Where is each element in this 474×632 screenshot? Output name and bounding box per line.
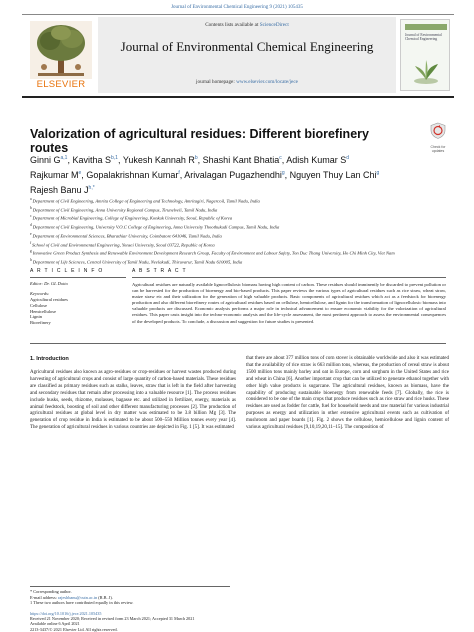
abstract-column (132, 268, 446, 325)
affiliation-item (30, 213, 450, 222)
elsevier-tree-icon (30, 21, 92, 79)
affiliation-text: Department of Environmental Sciences, Bharathiar University, Coimbatore 641046, Tamil Nadu, India (32, 233, 222, 239)
author-affiliation-marker[interactable]: d (346, 155, 350, 161)
affiliation-item (30, 248, 450, 257)
author-line-1: Ginni G$^{a,1}$, Kavitha S$^{b,1}$, Yukesh Kannah $R^b$, Shashi Kant Bhatia$^c$, Adish Kumar $S^d$ (30, 155, 350, 165)
keywords-list (30, 297, 126, 326)
affiliation-item (30, 257, 450, 266)
cover-bar (405, 24, 447, 30)
article-title: Valorization of agricultural residues: Different biorefinery routes (30, 127, 369, 155)
cover-title: Journal of Environmental Chemical Engineering (405, 33, 442, 42)
abstract-text: Agricultural residues are naturally available lignocellulosic biomass having high content of carbon. These residues should imminently be discarded to prevent pollution or can be harvested for the production of bioenergy and bio-based products. This paper reviews the various types of agricultural residues such as rice straw, wheat straw, maize straw etc and their utilization for the generation of high valuable products. Basic components of agricultural residues which act as a feedstock for bioenergy production and also different biorefinery routes of agricultural residues based on cellulose, hemicellulose, and lignin for the transformation of lignocellulosic biomass into valuable products are discussed. Economic analysis performs a major role in technical advancement to ensure economic viability for the valorization of agricultural residues. This paper casts insight into the techno-economic analysis and the life-cycle assessment, the most pertinent approach to assess the environmental consequences of the developed products. To conclude, a discussion and suggestion for future studies is presented. (132, 282, 446, 324)
affiliation-text: Department of Life Sciences, Central University of Tamil Nadu, Neelakudi, Thiruvarur, Tamil Nadu 610005, India (32, 259, 243, 265)
affiliation-marker: c (30, 214, 33, 219)
affiliation-item (30, 231, 450, 240)
affiliation-marker: f (30, 240, 33, 245)
check-updates-icon (430, 122, 446, 139)
contents-prefix: Contents lists available at (205, 22, 259, 28)
elsevier-tree-logo (30, 21, 92, 79)
available-online: Available online 6 April 2021 (30, 621, 80, 627)
author-line-3 (30, 182, 440, 197)
footnotes (30, 586, 230, 606)
affiliation-text: Department of Microbial Engineering, College of Engineering, Konkuk University, Seoul, Republic of Korea (32, 216, 233, 221)
affiliations (30, 196, 450, 266)
journal-banner (98, 17, 396, 93)
affiliation-item (30, 205, 450, 214)
keyword[interactable]: Cellulose (30, 302, 47, 308)
author-line-2: Rajkumar Me, Gopalakrishnan Kumar$^f$, Arivalagan Pugazhendhi$^g$, Nguyen Thuy Lan Chi$^g$ (30, 170, 380, 180)
publication-info (30, 611, 290, 632)
affiliation-marker: b (30, 205, 33, 210)
keyword[interactable]: Lignin (30, 314, 42, 320)
affiliation-marker: h (30, 258, 33, 263)
keywords-heading: Keywords: (30, 291, 50, 296)
author-name[interactable]: Rajesh Banu J (30, 185, 89, 195)
affiliation-text: School of Civil and Environmental Engineering, Yonsei University, Seoul 03722, Republic of Korea (32, 242, 215, 248)
sciencedirect-link[interactable]: ScienceDirect (259, 22, 289, 28)
email-label: E-mail address: (30, 594, 57, 600)
abstract-divider (30, 343, 446, 344)
cover-plant-icon (409, 58, 443, 84)
email-suffix: (R.B. J). (98, 594, 113, 600)
corresponding-author-note: * Corresponding author. (30, 589, 72, 594)
affiliation-text: Department of Civil Engineering, University V.O.C College of Engineering, Anna University Thoothukudi Campus, Tamil Nadu, India (32, 224, 280, 230)
article-info-column (30, 268, 126, 326)
body-text-right: that there are about 377 million tons of corn stover is obtainable worldwide and also it was estimated that the availability of rice straw is 663 million tons, whereas, the production of cereal straw is about 1500 million tons mainly barley and oat in Europe, corn and sorghum in the United States and rice and wheat in China [6]. Another important crop that can be utilized to generate ethanol together with other high value products is sugarcane. The agricultural residues, known as biomass, have the capability of producing sustainable bioenergy from renewable feeds [7]. Globally, the rice is considered to be one of the main crops that produce residues such as rice straw and rice husks. These residues are used as fodder for cattle, fuel for household needs and raw material for various industrial purposes as energy and utilization in other extensive agricultural events such as cultivation of mushroom and paper boards [1]. Fig. 2 shows the cellulose, hemicellulose and lignin content of various agricultural residues [9,10,19,20,11–15]. The composition of (246, 356, 449, 431)
author-affiliation-marker[interactable]: g (376, 170, 380, 176)
body-left-column (30, 356, 236, 432)
affiliation-marker: g (30, 249, 33, 254)
doi-link[interactable]: https://doi.org/10.1016/j.jece.2021.105435 (30, 611, 102, 616)
keyword[interactable]: Hemicellulose (30, 308, 56, 314)
body-right-column (246, 356, 449, 432)
author-name[interactable]: Nguyen Thuy Lan Chi (289, 170, 377, 180)
author-affiliation-marker[interactable]: c (279, 155, 282, 161)
copyright: 2213-3437/© 2021 Elsevier Ltd. All rights reserved. (30, 626, 118, 632)
check-updates-label: Check for updates (430, 145, 446, 153)
homepage-prefix: journal homepage: (196, 79, 235, 85)
abstract-heading: A B S T R A C T (132, 268, 446, 278)
homepage-link[interactable]: www.elsevier.com/locate/jece (236, 79, 298, 85)
section-heading: 1. Introduction (30, 356, 69, 362)
affiliation-item (30, 222, 450, 231)
author-affiliation-marker[interactable]: f (178, 170, 180, 176)
journal-cover-thumbnail[interactable] (400, 19, 450, 91)
affiliation-text: Department of Civil Engineering, Anna University Regional Campus, Tirunelveli, Tamil Nadu, India (32, 207, 218, 213)
author-affiliation-marker[interactable]: b,1 (111, 155, 118, 161)
body-text-left: Agricultural residues also known as agro-residues or crop-residues or harvest wastes produced during harvesting of agricultural crops and consist of large quantity of carbon-based materials. These residues are classified as primary residues such as stalks, leaves, straw that is left in the field after harvesting and secondary residues that remain after processing into a valuable resource [1]. The process residues include husks, seeds, rhizome, molasses, bagasse etc. and utilized in fertilizer, energy, materials as animal feedstock, boosting of soil and other different manufacturing processes [2]. The production of agricultural residues at global level in dry matter was estimated to be 3.8 billion Mg [3]. The generation of crop residue in India is estimated to be about 500–550 Million tonnes every year [4]. The generation of agricultural residues in various countries are depicted in Fig. 1 [5]. It was estimated (30, 370, 236, 431)
affiliation-text: Innovative Green Product Synthesis and Renewable Environment Development Research Group, Faculty of Environment and Labour Safety, Ton Duc Thang University, Ho Chi Minh City, Viet Nam (32, 250, 395, 256)
author-name[interactable]: Adish Kumar S (286, 155, 347, 165)
author-name[interactable]: Shashi Kant Bhatia (202, 155, 280, 165)
email-link[interactable]: rajeshbanu@cutn.ac.in (57, 594, 98, 600)
affiliation-item (30, 240, 450, 249)
running-head[interactable]: Journal of Environmental Chemical Engineering 9 (2021) 105435 (171, 5, 303, 10)
author-affiliation-marker[interactable]: a,1 (60, 155, 68, 161)
equal-contribution-note: 1 These two authors have contributed equally in this review. (30, 600, 134, 606)
received-dates: Received 21 November 2020; Received in revised form 23 March 2021; Accepted 31 March 2021 (30, 616, 195, 622)
affiliation-marker: a (30, 197, 33, 201)
affiliation-marker: e (30, 231, 33, 236)
publisher-name: ELSEVIER (36, 79, 86, 90)
author-affiliation-marker[interactable]: e (78, 170, 82, 176)
author-name[interactable]: Gopalakrishnan Kumar (86, 170, 179, 180)
editor-line: Editor: Dr. GL Dotto (30, 281, 68, 286)
author-name[interactable]: Ginni G (30, 155, 61, 165)
keyword[interactable]: Agricultural residues (30, 297, 68, 302)
contents-line (98, 22, 396, 28)
affiliation-marker: d (30, 223, 33, 228)
article-info-heading: A R T I C L E I N F O (30, 268, 126, 278)
affiliation-item (30, 196, 450, 205)
author-name[interactable]: Rajkumar M (30, 170, 79, 180)
author-list (30, 152, 440, 197)
author-name[interactable]: Yukesh Kannah R (122, 155, 195, 165)
author-affiliation-marker[interactable]: h,* (88, 185, 95, 191)
author-name[interactable]: Kavitha S (72, 155, 112, 165)
journal-title: Journal of Environmental Chemical Engineering (120, 39, 374, 54)
affiliation-text: Department of Civil Engineering, Amrita College of Engineering and Technology, Amritagiri, Nagercoil, Tamil Nadu, India (32, 198, 260, 204)
homepage-line (98, 79, 396, 85)
author-affiliation-marker[interactable]: g (281, 170, 285, 176)
keyword[interactable]: Biorefinery (30, 320, 51, 326)
author-affiliation-marker[interactable]: b (194, 155, 198, 161)
author-name[interactable]: Arivalagan Pugazhendhi (184, 170, 282, 180)
journal-header (22, 14, 454, 98)
check-for-updates-button[interactable] (424, 122, 452, 153)
